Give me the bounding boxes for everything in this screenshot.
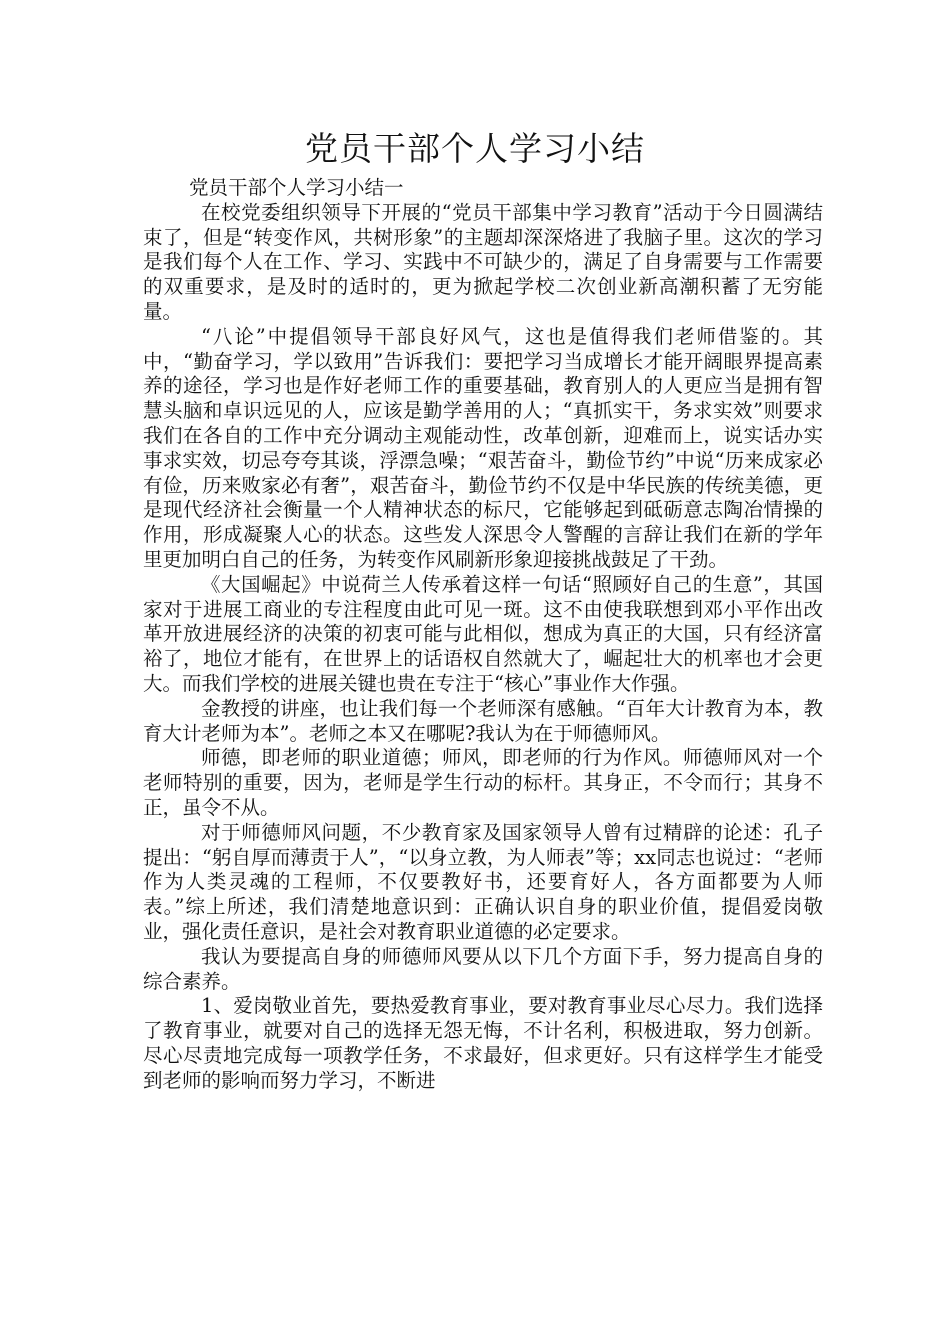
document-body xyxy=(143,176,823,1093)
paragraph: 《大国崛起》中说荷兰人传承着这样一句话“照顾好自己的生意”，其国家对于进展工商业的专注程度由此可见一斑。这不由使我联想到邓小平作出改革开放进展经济的决策的初衷可能与此相似，想成为真正的大国，只有经济富裕了，地位才能有，在世界上的话语权自然就大了，崛起壮大的机率也才会更大。而我们学校的进展关键也贵在专注于“核心”事业作大作强。 xyxy=(143,572,823,695)
section-subtitle: 党员干部个人学习小结一 xyxy=(189,176,404,199)
document-title: 党员干部个人学习小结 xyxy=(305,129,645,168)
paragraph: 我认为要提高自身的师德师风要从以下几个方面下手，努力提高自身的综合素养。 xyxy=(143,944,823,993)
paragraph: 在校党委组织领导下开展的“党员干部集中学习教育”活动于今日圆满结束了，但是“转变作风，共树形象”的主题却深深烙进了我脑子里。这次的学习是我们每个人在工作、学习、实践中不可缺少的，满足了自身需要与工作需要的双重要求，是及时的适时的，更为掀起学校二次创业新高潮积蓄了无穷能量。 xyxy=(143,200,823,323)
paragraph: 对于师德师风问题，不少教育家及国家领导人曾有过精辟的论述：孔子提出：“躬自厚而薄责于人”，“以身立教，为人师表”等；xx同志也说过：“老师作为人类灵魂的工程师，不仅要教好书，还要育好人，各方面都要为人师表。”综上所述，我们清楚地意识到：正确认识自身的职业价值，提倡爱岗敬业，强化责任意识，是社会对教育职业道德的必定要求。 xyxy=(143,820,823,943)
paragraph: “八论”中提倡领导干部良好风气，这也是值得我们老师借鉴的。其中，“勤奋学习，学以致用”告诉我们：要把学习当成增长才能开阔眼界提高素养的途径，学习也是作好老师工作的重要基础，教育别人的人更应当是拥有智慧头脑和卓识远见的人，应该是勤学善用的人；“真抓实干，务求实效”则要求我们在各自的工作中充分调动主观能动性，改革创新，迎难而上，说实话办实事求实效，切忌夸夸其谈，浮漂急噪；“艰苦奋斗，勤俭节约”中说“历来成家必有俭，历来败家必有奢”，艰苦奋斗，勤俭节约不仅是中华民族的传统美德，更是现代经济社会衡量一个人精神状态的标尺，它能够起到砥砺意志陶冶情操的作用，形成凝聚人心的状态。这些发人深思令人警醒的言辞让我们在新的学年里更加明白自己的任务，为转变作风刷新形象迎接挑战鼓足了干劲。 xyxy=(143,324,823,571)
paragraph: 师德，即老师的职业道德；师风，即老师的行为作风。师德师风对一个老师特别的重要，因为，老师是学生行动的标杆。其身正，不令而行；其身不正，虽令不从。 xyxy=(143,746,823,819)
paragraph: 金教授的讲座，也让我们每一个老师深有感触。“百年大计教育为本，教育大计老师为本”。老师之本又在哪呢?我认为在于师德师风。 xyxy=(143,696,823,745)
paragraph: 1、爱岗敬业首先，要热爱教育事业，要对教育事业尽心尽力。我们选择了教育事业，就要对自己的选择无怨无悔，不计名利，积极进取，努力创新。尽心尽责地完成每一项教学任务，不求最好，但求更好。只有这样学生才能受到老师的影响而努力学习，不断进 xyxy=(143,994,823,1092)
